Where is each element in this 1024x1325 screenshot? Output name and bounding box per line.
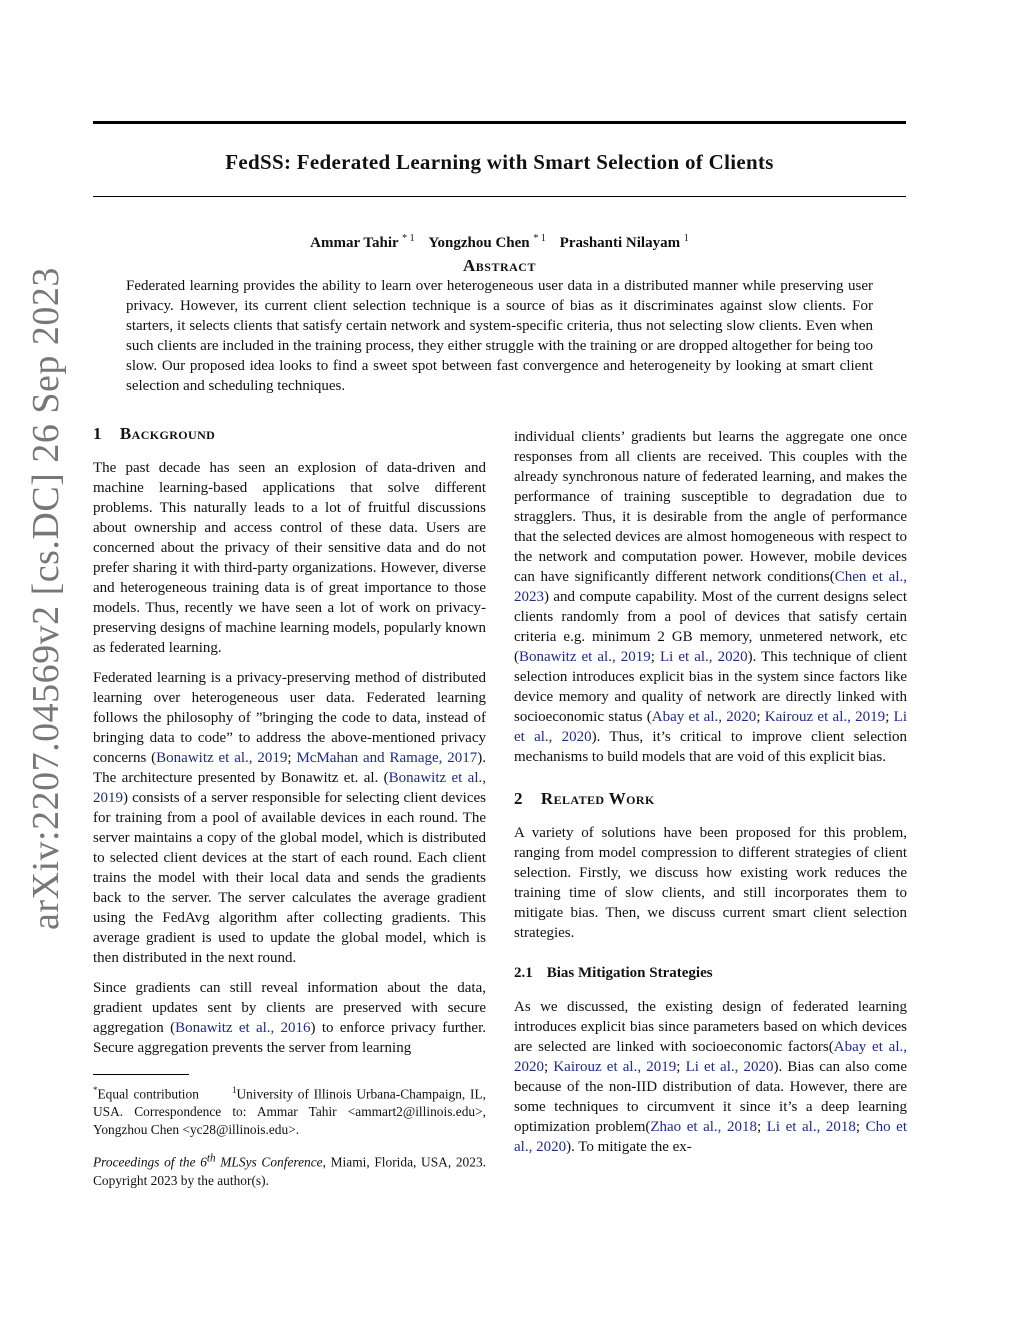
section-1-heading: 1 Background [93, 424, 216, 443]
citation-link[interactable]: Chen et al., 2023 [514, 569, 907, 605]
citation-link[interactable]: McMahan and Ramage, 2017 [296, 750, 478, 766]
section-1-paragraph-1: The past decade has seen an explosion of data-driven and machine learning-based applications that solve different problems. This naturally leads to a lot of fruitful discussions about ownership and access control of these data. Users are concerned about the privacy of their sensitive data and do not prefer sharing it with third-party organizations. However, diverse and heterogeneous training data is of great importance to those models. Thus, recently we have seen a lot of work on privacy-preserving designs of machine learning models, popularly known as federated learning. [93, 460, 486, 656]
citation-link[interactable]: Li et al., 2020 [685, 1059, 774, 1075]
citation-link[interactable]: Bonawitz et al., 2019 [93, 770, 486, 806]
title-bottom-rule [93, 196, 906, 197]
subsection-2-1-paragraph-1: As we discussed, the existing design of federated learning introduces explicit bias since parameters based on which devices are selected are linked with socioeconomic factors(Abay et al., 2020; Kairouz et al., 2019; Li et al., 2020). Bias can also come because of the non-IID distribution of data. However, there are some techniques to circumvent it since it’s a deep learning optimization problem(Zhao et al., 2018; Li et al., 2018; Cho et al., 2020). To mitigate the ex- [514, 999, 907, 1155]
left-column [93, 424, 486, 1200]
abstract-text: Federated learning provides the ability to learn over heterogeneous user data in a distributed manner while preserving user privacy. However, its current client selection technique is a source of bias as it discriminates against slow clients. For starters, it selects clients that satisfy certain network and system-specific criteria, thus not selecting slow clients. Even when such clients are included in the training process, they either struggle with the training or are dropped altogether for being too slow. Our proposed idea looks to find a sweet spot between fast convergence and heterogeneity by looking at smart client selection and scheduling techniques. [126, 278, 873, 394]
footnote-divider [93, 1074, 189, 1075]
abstract-heading: Abstract [463, 256, 536, 275]
author-3: Prashanti Nilayam $^1$ [559, 233, 689, 251]
subsection-2-1-heading: 2.1 Bias Mitigation Strategies [514, 965, 713, 981]
citation-link[interactable]: Zhao et al., 2018 [650, 1119, 757, 1135]
section-2-paragraph-1: A variety of solutions have been proposed for this problem, ranging from model compression to different strategies of client selection. Firstly, we discuss how existing work reduces the training time of slow clients, and still incorporates them to mitigate bias. Then, we discuss current smart client selection strategies. [514, 825, 907, 941]
author-1: Ammar Tahir $^{* 1}$ [310, 233, 415, 251]
citation-link[interactable]: Bonawitz et al., 2019 [156, 750, 288, 766]
citation-link[interactable]: Li et al., 2020 [659, 649, 748, 665]
section-1-paragraph-2: Federated learning is a privacy-preserving method of distributed learning over heterogeneous user data. Federated learning follows the philosophy of ”bringing the code to data, instead of bringing data to code” to address the above-mentioned privacy concerns (Bonawitz et al., 2019; McMahan and Ramage, 2017). The architecture presented by Bonawitz et. al. (Bonawitz et al., 2019) consists of a server responsible for selecting client devices for training from a pool of available devices in each round. The server maintains a copy of the global model, which is distributed to selected client devices at the start of each round. Each client trains the model with their local data and sends the gradients back to the server. The server calculates the average gradient using the FedAvg algorithm after collecting gradients. This average gradient is used to update the global model, which is then distributed in the next round. [93, 670, 486, 966]
affiliation-footnote: *Equal contribution $^1$University of Illinois Urbana-Champaign, IL, USA. Correspondence to: Ammar Tahir <ammart2@illinois.edu>, Yongzhou Chen <yc28@illinois.edu>. [93, 1085, 486, 1138]
citation-link[interactable]: Abay et al., 2020 [651, 709, 757, 725]
section-1-paragraph-4: individual clients’ gradients but learns the aggregate one once responses from all clients are received. This couples with the already synchronous nature of federated learning, and makes the performance of training susceptible to degradation due to stragglers. Thus, it is desirable from the angle of performance that the selected devices are almost homogeneous with respect to the network and computation power. However, mobile devices can have significantly different network conditions(Chen et al., 2023) and compute capability. Most of the current designs select clients randomly from a pool of devices that satisfy certain criteria e.g. minimum 2 GB memory, unmetered network, etc (Bonawitz et al., 2019; Li et al., 2020). This technique of client selection introduces explicit bias in the system since factors like device memory and quality of network are directly linked with socioeconomic status (Abay et al., 2020; Kairouz et al., 2019; Li et al., 2020). Thus, it’s critical to improve client selection mechanisms to build models that are void of this explicit bias. [514, 429, 908, 765]
section-1-paragraph-3: Since gradients can still reveal information about the data, gradient updates sent by clients are preserved with secure aggregation (Bonawitz et al., 2016) to enforce privacy further. Secure aggregation prevents the server from learning [93, 980, 486, 1056]
arxiv-side-stamp: arXiv:2207.04569v2 [cs.DC] 26 Sep 2023 [25, 267, 67, 930]
citation-link[interactable]: Bonawitz et al., 2019 [519, 649, 651, 665]
proceedings-note: Proceedings of the 6th MLSys Conference, Miami, Florida, USA, 2023. Copyright 2023 by the author(s). [93, 1152, 486, 1188]
citation-link[interactable]: Kairouz et al., 2019 [764, 709, 886, 725]
citation-link[interactable]: Li et al., 2018 [766, 1119, 856, 1135]
author-list [93, 233, 906, 252]
paper-title: FedSS: Federated Learning with Smart Selection of Clients [225, 150, 774, 174]
title-top-rule [93, 121, 906, 124]
citation-link[interactable]: Li et al., 2020 [514, 709, 908, 745]
section-2-heading: 2 Related Work [514, 789, 655, 808]
right-column [514, 427, 907, 1167]
author-2: Yongzhou Chen $^{* 1}$ [428, 233, 546, 251]
citation-link[interactable]: Cho et al., 2020 [514, 1119, 907, 1155]
citation-link[interactable]: Abay et al., 2020 [514, 1039, 907, 1075]
citation-link[interactable]: Kairouz et al., 2019 [553, 1059, 677, 1075]
citation-link[interactable]: Bonawitz et al., 2016 [175, 1020, 311, 1036]
